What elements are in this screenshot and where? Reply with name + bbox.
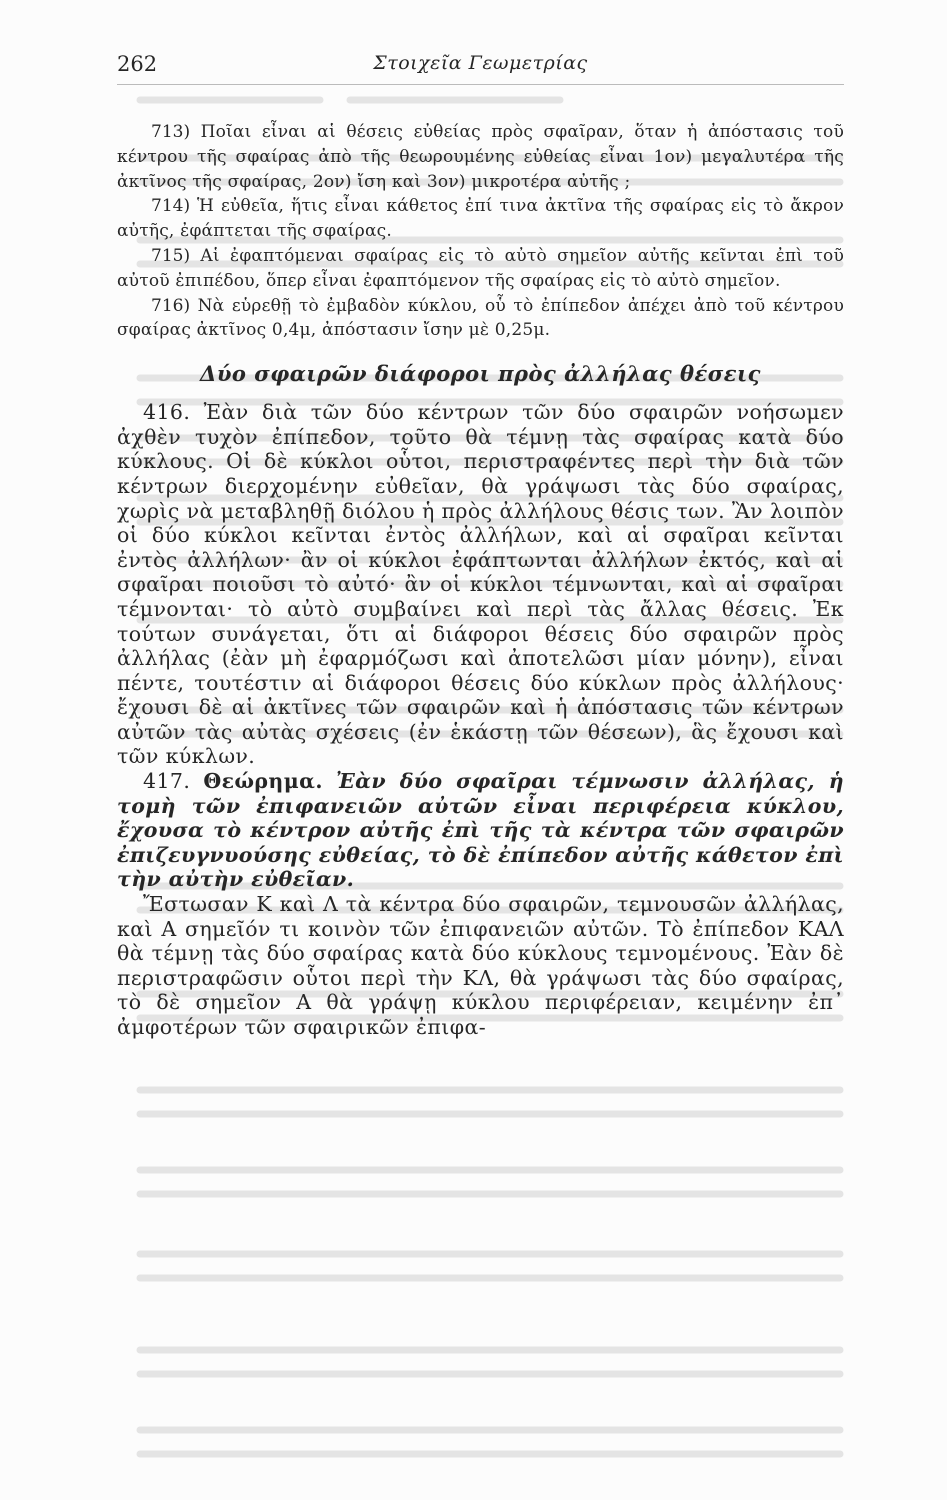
exercise-number: 714)	[151, 196, 191, 217]
exercise-714	[117, 194, 844, 244]
page-number: 262	[117, 52, 158, 76]
exercise-text: Ἡ εὐθεῖα, ἥτις εἶναι κάθετος ἐπί τινα ἀκτῖνα τῆς σφαίρας εἰς τὸ ἄκρον αὐτῆς, ἐφάπτεται τῆς σφαίρας.	[117, 196, 844, 242]
paragraph-text: Ἐὰν διὰ τῶν δύο κέντρων τῶν δύο σφαιρῶν νοήσωμεν ἀχθὲν τυχὸν ἐπίπεδον, τοῦτο θὰ τέμνῃ τὰς σφαίρας κατὰ δύο κύκλους. Οἱ δὲ κύκλοι οὗτοι, περιστραφέντες περὶ τὴν διὰ τῶν κέντρων διερχομένην εὐθεῖαν, θὰ γράψωσι τὰς δύο σφαίρας, χωρὶς νὰ μεταβληθῇ διόλου ἡ πρὸς ἀλλήλους θέσις των. Ἂν λοιπὸν οἱ δύο κύκλοι κεῖνται ἐντὸς ἀλλήλων, καὶ αἱ σφαῖραι κεῖνται ἐντὸς ἀλλήλων· ἂν οἱ κύκλοι ἐφάπτωνται ἀλλήλων ἐκτός, καὶ αἱ σφαῖραι ποιοῦσι τὸ αὐτό· ἂν οἱ κύκλοι τέμνωνται, καὶ αἱ σφαῖραι τέμνονται· τὸ αὐτὸ συμβαίνει καὶ περὶ τὰς ἄλλας θέσεις. Ἐκ τούτων συνάγεται, ὅτι αἱ διάφοροι θέσεις δύο σφαιρῶν πρὸς ἀλλήλας (ἐὰν μὴ ἐφαρμόζωσι καὶ ἀποτελῶσι μίαν μόνην), εἶναι πέντε, τουτέστιν αἱ διάφοροι θέσεις δύο κύκλων πρὸς ἀλλήλους· ἔχουσι δὲ αἱ ἀκτῖνες τῶν σφαιρῶν καὶ ἡ ἀπόστασις τῶν κέντρων αὐτῶν τὰς αὐτὰς σχέσεις (ἐν ἑκάστῃ τῶν θέσεων), ἃς ἔχουσι καὶ τῶν κύκλων.	[117, 400, 844, 769]
page-header	[117, 50, 844, 80]
theorem-statement: Ἐὰν δύο σφαῖραι τέμνωσιν ἀλλήλας, ἡ τομὴ τῶν ἐπιφανειῶν αὐτῶν εἶναι περιφέρεια κύκλου, ἔχουσα τὸ κέντρον αὐτῆς ἐπὶ τῆς τὰ κέντρα τῶν σφαιρῶν ἐπιζευγνυούσης εὐθείας, τὸ δὲ ἐπίπεδον αὐτῆς κάθετον ἐπὶ τὴν αὐτὴν εὐθεῖαν.	[117, 769, 844, 892]
header-rule	[117, 84, 844, 85]
exercise-713	[117, 120, 844, 194]
page-body	[117, 120, 844, 1040]
proof-text: Ἔστωσαν Κ καὶ Λ τὰ κέντρα δύο σφαιρῶν, τεμνουσῶν ἀλλήλας, καὶ Α σημεῖόν τι κοινὸν τῶν ἐπιφανειῶν αὐτῶν. Τὸ ἐπίπεδον ΚΑΛ θὰ τέμνῃ τὰς δύο σφαίρας κατὰ δύο κύκλους τεμνομένους. Ἐὰν δὲ περιστραφῶσιν οὗτοι περὶ τὴν ΚΛ, θὰ γράψωσι τὰς δύο σφαίρας, τὸ δὲ σημεῖον Α θὰ γράψῃ κύκλου περιφέρειαν, κειμένην ἐπ᾽ ἀμφοτέρων τῶν σφαιρικῶν ἐπιφα-	[117, 892, 844, 1040]
paragraph-417-theorem	[117, 769, 844, 892]
exercise-number: 715)	[151, 245, 191, 266]
running-title: Στοιχεῖα Γεωμετρίας	[373, 52, 588, 74]
paragraph-416	[117, 400, 844, 769]
paragraph-proof	[117, 892, 844, 1040]
theorem-label: Θεώρημα.	[203, 769, 323, 794]
exercise-text: Νὰ εὑρεθῇ τὸ ἐμβαδὸν κύκλου, οὗ τὸ ἐπίπεδον ἀπέχει ἀπὸ τοῦ κέντρου σφαίρας ἀκτῖνος 0,4μ, ἀπόστασιν ἴσην μὲ 0,25μ.	[117, 295, 844, 341]
exercise-number: 716)	[151, 295, 191, 316]
exercise-text: Ποῖαι εἶναι αἱ θέσεις εὐθείας πρὸς σφαῖραν, ὅταν ἡ ἀπόστασις τοῦ κέντρου τῆς σφαίρας ἀπὸ τῆς θεωρουμένης εὐθείας εἶναι 1ον) μεγαλυτέρα τῆς ἀκτῖνος τῆς σφαίρας, 2ον) ἴση καὶ 3ον) μικροτέρα αὐτῆς ;	[117, 122, 844, 192]
exercise-number: 713)	[151, 122, 191, 142]
exercise-text: Αἱ ἐφαπτόμεναι σφαίρας εἰς τὸ αὐτὸ σημεῖον αὐτῆς κεῖνται ἐπὶ τοῦ αὐτοῦ ἐπιπέδου, ὅπερ εἶναι ἐφαπτόμενον τῆς σφαίρας εἰς τὸ αὐτὸ σημεῖον.	[117, 245, 844, 291]
paragraph-number: 417.	[143, 769, 191, 794]
exercise-715	[117, 244, 844, 294]
section-title: Δύο σφαιρῶν διάφοροι πρὸς ἀλλήλας θέσεις	[200, 361, 761, 387]
exercise-716	[117, 294, 844, 344]
paragraph-number: 416.	[143, 400, 191, 425]
